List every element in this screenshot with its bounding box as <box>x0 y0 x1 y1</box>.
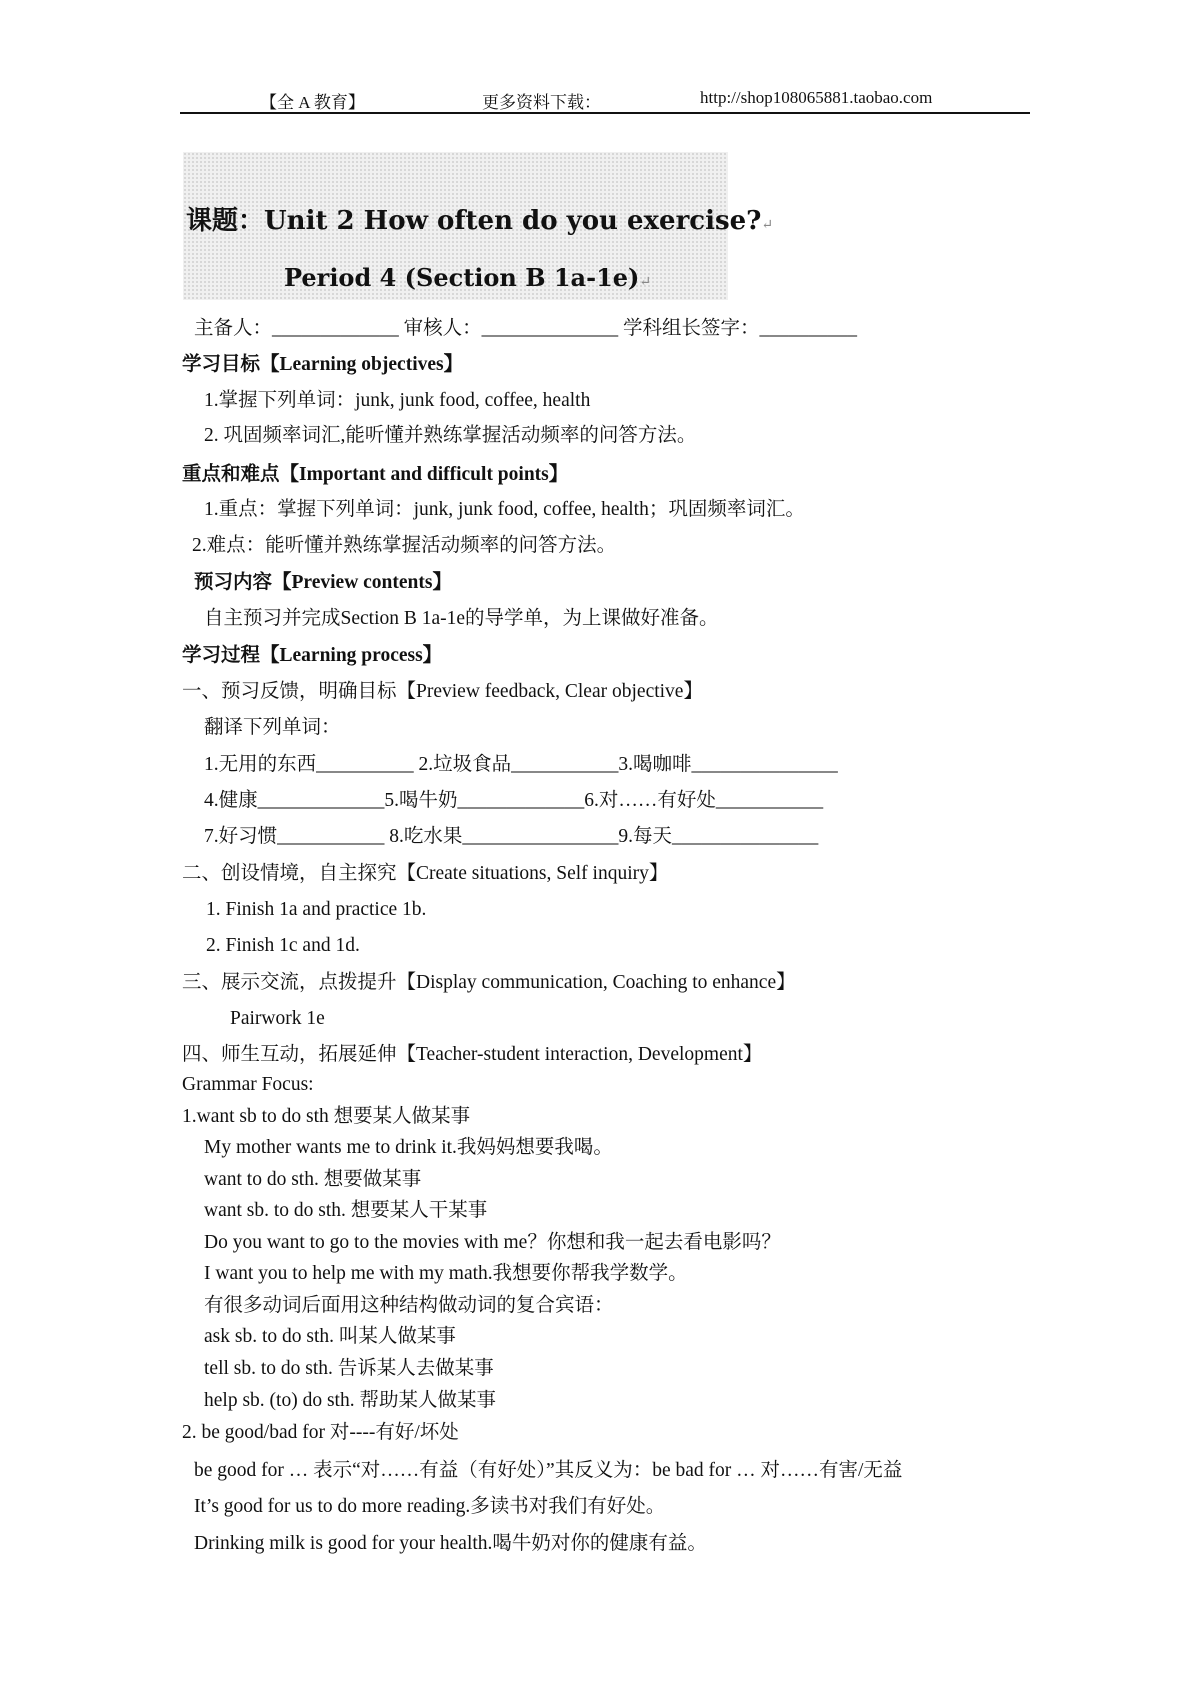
part1-instruction: 翻译下列单词： <box>204 717 341 738</box>
grammar-heading: Grammar Focus: <box>182 1074 314 1095</box>
grammar-1-line: help sb. (to) do sth. 帮助某人做某事 <box>204 1390 496 1411</box>
grammar-2-line: Drinking milk is good for your health.喝牛奶对你的健康有益。 <box>194 1533 707 1554</box>
grammar-1-line: want to do sth. 想要做某事 <box>204 1169 422 1190</box>
grammar-1-line: Do you want to go to the movies with me？你想和我一起去看电影吗？ <box>204 1232 781 1253</box>
lesson-period: Period 4 (Section B 1a-1e)↵ <box>284 263 652 292</box>
translation-row-2: 4.健康_____________5.喝牛奶_____________6.对……有好处___________ <box>204 790 824 811</box>
translation-row-1: 1.无用的东西__________ 2.垃圾食品___________3.喝咖啡_______________ <box>204 754 838 775</box>
grammar-1-line: My mother wants me to drink it.我妈妈想要我喝。 <box>204 1137 613 1158</box>
grammar-2-line: It’s good for us to do more reading.多读书对我们有好处。 <box>194 1496 666 1517</box>
preview-heading: 预习内容【Preview contents】 <box>194 572 452 593</box>
grammar-point-2: 2. be good/bad for 对----有好/坏处 <box>182 1422 459 1443</box>
part2-item-1: 1. Finish 1a and practice 1b. <box>206 899 427 920</box>
grammar-1-line: I want you to help me with my math.我想要你帮我学数学。 <box>204 1263 688 1284</box>
grammar-1-line: ask sb. to do sth. 叫某人做某事 <box>204 1326 456 1347</box>
key-points-heading: 重点和难点【Important and difficult points】 <box>182 464 569 485</box>
key-points-item-2: 2.难点：能听懂并熟练掌握活动频率的问答方法。 <box>192 535 617 556</box>
part2-heading: 二、创设情境，自主探究【Create situations, Self inquiry】 <box>182 863 669 884</box>
objectives-item-1: 1.掌握下列单词：junk, junk food, coffee, health <box>204 390 591 411</box>
grammar-1-line: tell sb. to do sth. 告诉某人去做某事 <box>204 1358 494 1379</box>
part1-heading: 一、预习反馈，明确目标【Preview feedback, Clear objective】 <box>182 681 703 702</box>
grammar-2-line: be good for … 表示“对……有益（有好处）”其反义为：be bad for … 对……有害/无益 <box>194 1460 903 1481</box>
grammar-1-line: want sb. to do sth. 想要某人干某事 <box>204 1200 488 1221</box>
grammar-point-1: 1.want sb to do sth 想要某人做某事 <box>182 1106 471 1127</box>
lesson-title: 课题：Unit 2 How often do you exercise?↵ <box>186 206 774 236</box>
preview-text: 自主预习并完成Section B 1a-1e的导学单，为上课做好准备。 <box>204 608 719 629</box>
process-heading: 学习过程【Learning process】 <box>182 645 443 666</box>
objectives-item-2: 2. 巩固频率词汇,能听懂并熟练掌握活动频率的问答方法。 <box>204 425 697 446</box>
translation-row-3: 7.好习惯___________ 8.吃水果________________9.每天_______________ <box>204 826 819 847</box>
page-header <box>180 86 1030 114</box>
key-points-item-1: 1.重点：掌握下列单词：junk, junk food, coffee, health；巩固频率词汇。 <box>204 499 805 520</box>
header-download-label: 更多资料下载： <box>482 93 601 112</box>
grammar-1-line: 有很多动词后面用这种结构做动词的复合宾语： <box>204 1295 614 1316</box>
signature-line: 主备人：_____________ 审核人：______________ 学科组长签字：__________ <box>194 318 858 339</box>
objectives-heading: 学习目标【Learning objectives】 <box>182 354 464 375</box>
header-url: http://shop108065881.taobao.com <box>700 88 933 107</box>
part2-item-2: 2. Finish 1c and 1d. <box>206 935 360 956</box>
part4-heading: 四、师生互动，拓展延伸【Teacher-student interaction, Development】 <box>182 1044 763 1065</box>
part3-heading: 三、展示交流，点拨提升【Display communication, Coaching to enhance】 <box>182 972 796 993</box>
part3-item: Pairwork 1e <box>230 1008 325 1029</box>
header-brand: 【全 A 教育】 <box>260 93 365 112</box>
